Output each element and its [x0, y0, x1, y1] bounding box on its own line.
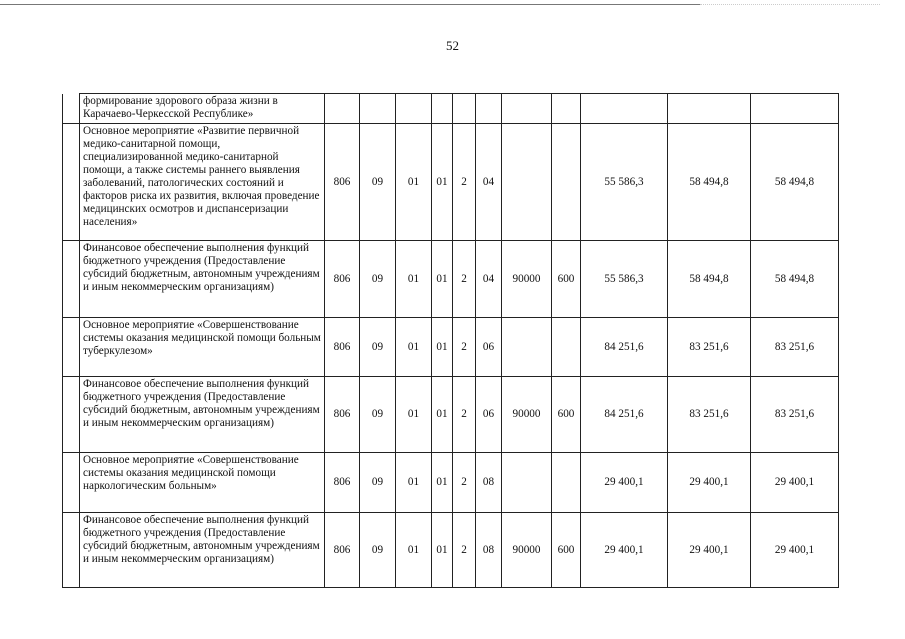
activity-code-cell: 06: [476, 377, 502, 453]
section-code-cell: 09: [360, 513, 396, 588]
index-cell: [63, 241, 80, 318]
amount-year-2-cell: 83 251,6: [668, 377, 751, 453]
description-cell: Основное мероприятие «Совершенствование системы оказания медицинской помощи наркологическим больным»: [80, 453, 325, 513]
amount-year-1-cell: 55 586,3: [581, 241, 668, 318]
amount-year-1-cell: 55 586,3: [581, 124, 668, 241]
section-code-cell: 09: [360, 318, 396, 377]
amount-year-1-cell: 84 251,6: [581, 318, 668, 377]
direction-code-cell: [502, 94, 552, 124]
table-row: [63, 453, 839, 513]
admin-code-cell: 806: [325, 124, 360, 241]
program-code-cell: 01: [432, 124, 453, 241]
direction-code-cell: 90000: [502, 241, 552, 318]
activity-code-cell: 08: [476, 513, 502, 588]
program-code-cell: 01: [432, 513, 453, 588]
index-cell: [63, 94, 80, 124]
program-code-cell: 01: [432, 377, 453, 453]
expense-type-cell: [552, 453, 581, 513]
activity-code-cell: 04: [476, 124, 502, 241]
direction-code-cell: [502, 124, 552, 241]
section-code-cell: 09: [360, 124, 396, 241]
index-cell: [63, 513, 80, 588]
section-code-cell: 09: [360, 377, 396, 453]
description-cell: Финансовое обеспечение выполнения функций бюджетного учреждения (Предоставление субсидий бюджетным, автономным учреждениям и иным некоммерческим организациям): [80, 241, 325, 318]
index-cell: [63, 453, 80, 513]
subsection-code-cell: 01: [396, 241, 432, 318]
amount-year-2-cell: [668, 94, 751, 124]
direction-code-cell: 90000: [502, 377, 552, 453]
index-cell: [63, 124, 80, 241]
amount-year-1-cell: 29 400,1: [581, 513, 668, 588]
expense-type-cell: 600: [552, 241, 581, 318]
activity-code-cell: 08: [476, 453, 502, 513]
expense-type-cell: [552, 318, 581, 377]
subprogram-code-cell: 2: [453, 318, 476, 377]
description-cell: Финансовое обеспечение выполнения функций бюджетного учреждения (Предоставление субсидий бюджетным, автономным учреждениям и иным некоммерческим организациям): [80, 377, 325, 453]
activity-code-cell: 06: [476, 318, 502, 377]
admin-code-cell: 806: [325, 453, 360, 513]
admin-code-cell: 806: [325, 377, 360, 453]
top-border-line: [0, 4, 700, 5]
admin-code-cell: 806: [325, 513, 360, 588]
subsection-code-cell: 01: [396, 318, 432, 377]
subsection-code-cell: 01: [396, 453, 432, 513]
table-row: [63, 124, 839, 241]
amount-year-3-cell: 83 251,6: [751, 318, 839, 377]
activity-code-cell: [476, 94, 502, 124]
amount-year-3-cell: 29 400,1: [751, 513, 839, 588]
description-cell: формирование здорового образа жизни в Карачаево-Черкесской Республике»: [80, 94, 325, 124]
table-row: [63, 318, 839, 377]
amount-year-1-cell: 84 251,6: [581, 377, 668, 453]
amount-year-2-cell: 83 251,6: [668, 318, 751, 377]
amount-year-1-cell: 29 400,1: [581, 453, 668, 513]
direction-code-cell: [502, 318, 552, 377]
amount-year-3-cell: 58 494,8: [751, 124, 839, 241]
admin-code-cell: [325, 94, 360, 124]
top-border-line-faint: [700, 4, 880, 5]
admin-code-cell: 806: [325, 241, 360, 318]
subprogram-code-cell: 2: [453, 377, 476, 453]
amount-year-1-cell: [581, 94, 668, 124]
expense-type-cell: 600: [552, 377, 581, 453]
amount-year-3-cell: 29 400,1: [751, 453, 839, 513]
table-row: [63, 377, 839, 453]
description-cell: Основное мероприятие «Развитие первичной медико-санитарной помощи, специализированной медико-санитарной помощи, а также системы раннего выявления заболеваний, патологических состояний и факторов риска их развития, включая проведение медицинских осмотров и диспансеризации населения»: [80, 124, 325, 241]
expense-type-cell: 600: [552, 513, 581, 588]
table-row: [63, 241, 839, 318]
direction-code-cell: [502, 453, 552, 513]
index-cell: [63, 377, 80, 453]
expense-type-cell: [552, 94, 581, 124]
subprogram-code-cell: 2: [453, 513, 476, 588]
description-cell: Финансовое обеспечение выполнения функций бюджетного учреждения (Предоставление субсидий бюджетным, автономным учреждениям и иным некоммерческим организациям): [80, 513, 325, 588]
amount-year-3-cell: 58 494,8: [751, 241, 839, 318]
table-row: [63, 94, 839, 124]
program-code-cell: 01: [432, 241, 453, 318]
section-code-cell: 09: [360, 453, 396, 513]
direction-code-cell: 90000: [502, 513, 552, 588]
description-cell: Основное мероприятие «Совершенствование системы оказания медицинской помощи больным туберкулезом»: [80, 318, 325, 377]
activity-code-cell: 04: [476, 241, 502, 318]
budget-table: [62, 93, 839, 588]
section-code-cell: [360, 94, 396, 124]
amount-year-3-cell: 83 251,6: [751, 377, 839, 453]
table-body: [63, 94, 839, 588]
subsection-code-cell: [396, 94, 432, 124]
program-code-cell: 01: [432, 318, 453, 377]
subprogram-code-cell: [453, 94, 476, 124]
amount-year-2-cell: 58 494,8: [668, 241, 751, 318]
program-code-cell: 01: [432, 453, 453, 513]
subsection-code-cell: 01: [396, 377, 432, 453]
subsection-code-cell: 01: [396, 124, 432, 241]
amount-year-2-cell: 29 400,1: [668, 453, 751, 513]
section-code-cell: 09: [360, 241, 396, 318]
amount-year-2-cell: 58 494,8: [668, 124, 751, 241]
table-row: [63, 513, 839, 588]
program-code-cell: [432, 94, 453, 124]
amount-year-2-cell: 29 400,1: [668, 513, 751, 588]
subprogram-code-cell: 2: [453, 241, 476, 318]
subprogram-code-cell: 2: [453, 124, 476, 241]
subsection-code-cell: 01: [396, 513, 432, 588]
subprogram-code-cell: 2: [453, 453, 476, 513]
index-cell: [63, 318, 80, 377]
amount-year-3-cell: [751, 94, 839, 124]
page-number: 52: [446, 38, 459, 53]
expense-type-cell: [552, 124, 581, 241]
admin-code-cell: 806: [325, 318, 360, 377]
